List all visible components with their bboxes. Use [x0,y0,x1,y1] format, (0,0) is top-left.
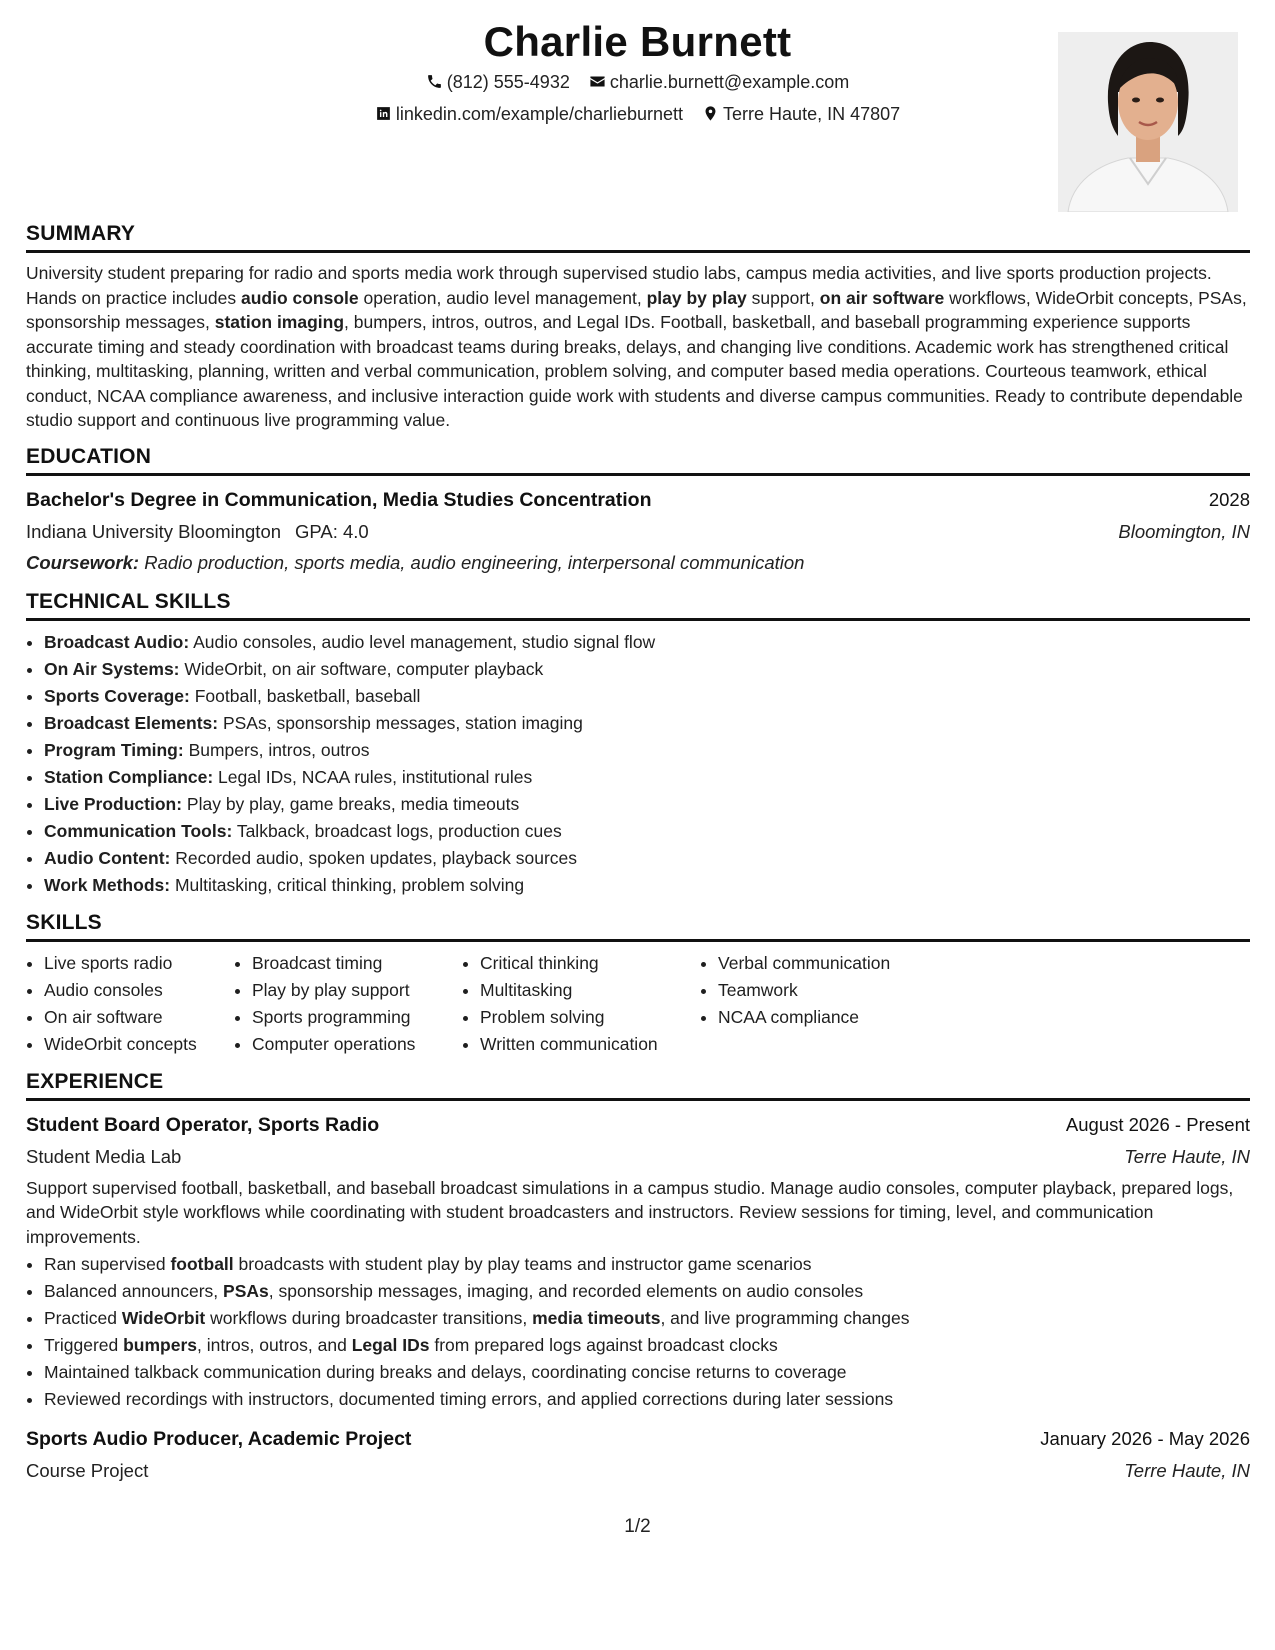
technical-skill-text: Play by play, game breaks, media timeouts [182,793,520,814]
job-bullet [44,1305,1250,1332]
bold-summary-segment: play by play [646,287,747,308]
gpa: GPA: 4.0 [295,520,369,542]
email-text: charlie.burnett@example.com [609,72,850,93]
technical-skill-item [44,656,1250,683]
skill-item: • Computer operations [252,1031,462,1058]
experience-heading: EXPERIENCE [26,1070,1250,1101]
experience-header-row [26,1423,1250,1455]
job-location: Terre Haute, IN [1124,1460,1250,1481]
job-bullet [44,1332,1250,1359]
linkedin-contact[interactable] [375,98,683,130]
technical-skill-item [44,710,1250,737]
bullet-segment: Balanced announcers, [44,1281,224,1301]
skill-item: • Sports programming [252,1004,462,1031]
technical-skill-text: Bumpers, intros, outros [183,739,370,760]
technical-skills-heading: TECHNICAL SKILLS [26,590,1250,621]
skill-item: • Multitasking [480,977,700,1004]
bullet-segment: Ran supervised [44,1254,171,1274]
bold-summary-segment: on air software [819,287,945,308]
bullet-segment: , sponsorship messages, imaging, and recorded elements on audio consoles [268,1281,864,1301]
skill-item: • Live sports radio [44,950,234,977]
technical-skill-text: Football, basketball, baseball [189,685,421,706]
technical-skill-item [44,764,1250,791]
degree-title: Bachelor's Degree in Communication, Media Studies Concentration [26,488,652,511]
job-bullet [44,1359,1250,1386]
skill-item: • Broadcast timing [252,950,462,977]
summary-segment: workflows, WideOrbit concepts, PSAs, sponsorship messages, [26,287,1247,332]
bullet-segment: , and live programming changes [660,1308,910,1328]
summary-heading: SUMMARY [26,222,1250,253]
technical-skill-label: Live Production: [44,793,183,814]
linkedin-icon [375,105,392,122]
coursework-text: Radio production, sports media, audio engineering, interpersonal communication [139,551,805,573]
bold-bullet-segment: Legal IDs [351,1335,430,1355]
education-heading: EDUCATION [26,445,1250,476]
bullet-segment: Reviewed recordings with instructors, documented timing errors, and applied corrections during later sessions [44,1389,894,1409]
technical-skill-item [44,872,1250,899]
technical-skill-text: Recorded audio, spoken updates, playback sources [170,847,578,868]
job-dates: January 2026 - May 2026 [1040,1428,1250,1449]
experience-entry [26,1109,1250,1414]
summary-text [26,261,1250,433]
envelope-icon [589,73,606,90]
skill-item: • Audio consoles [44,977,234,1004]
school-location: Bloomington, IN [1118,520,1250,542]
technical-skill-label: Broadcast Elements: [44,712,219,733]
skills-column [26,950,234,1058]
skills-grid [26,950,1250,1058]
bullet-segment: broadcasts with student play by play teams and instructor game scenarios [233,1254,812,1274]
bold-bullet-segment: media timeouts [532,1308,661,1328]
skills-column [234,950,462,1058]
technical-skill-text: WideOrbit, on air software, computer playback [179,658,544,679]
technical-skill-item [44,845,1250,872]
bold-summary-segment: audio console [240,287,359,308]
skill-item: • Teamwork [718,977,978,1004]
summary-segment: support, [746,287,820,308]
education-row-1 [26,484,1250,516]
school-info [26,516,369,547]
technical-skill-label: Audio Content: [44,847,171,868]
experience-org-row [26,1455,1250,1486]
linkedin-text: linkedin.com/example/charlieburnett [395,104,684,125]
school-name: Indiana University Bloomington [26,520,282,542]
technical-skill-label: Sports Coverage: [44,685,190,706]
summary-segment: University student preparing for radio and sports media work through supervised studio labs, campus media activities, and live sports production projects. Hands on practice includes [26,263,1212,308]
resume-content [26,222,1250,1486]
technical-skill-label: Communication Tools: [44,820,233,841]
page-number: 1/2 [624,1516,651,1537]
technical-skill-item [44,737,1250,764]
technical-skill-text: Multitasking, critical thinking, problem solving [170,874,525,895]
summary-segment: operation, audio level management, [358,287,647,308]
location-text: Terre Haute, IN 47807 [723,104,901,125]
skill-item: • NCAA compliance [718,1004,978,1031]
email-contact[interactable] [589,66,849,98]
profile-photo [1058,32,1238,212]
bullet-segment: Practiced [44,1308,122,1328]
coursework-label: Coursework: [26,551,140,573]
experience-list [26,1109,1250,1487]
graduation-year: 2028 [1208,488,1250,510]
technical-skill-text: PSAs, sponsorship messages, station imaging [218,712,583,733]
skill-item: • On air software [44,1004,234,1031]
map-pin-icon [702,105,719,122]
coursework [26,547,1250,578]
technical-skill-label: Work Methods: [44,874,171,895]
summary-segment: , bumpers, intros, outros, and Legal IDs. Football, basketball, and baseball programming experience supports accurate timing and steady coordination with broadcast teams during breaks, delays, and changing live conditions. Academic work has strengthened critical thinking, multitasking, planning, written and verbal communication, problem solving, and computer based media operations. Courteous teamwork, ethical conduct, NCAA compliance awareness, and inclusive interaction guide work with students and diverse campus communities. Ready to contribute dependable studio support and continuous live programming value. [26,312,1243,430]
skill-item: • Play by play support [252,977,462,1004]
experience-entry [26,1423,1250,1486]
skills-heading: SKILLS [26,911,1250,942]
phone-icon [426,73,443,90]
bullet-segment: Triggered [44,1335,124,1355]
job-location: Terre Haute, IN [1124,1145,1250,1167]
technical-skill-label: Station Compliance: [44,766,214,787]
job-title: Student Board Operator, Sports Radio [26,1113,380,1136]
bold-bullet-segment: PSAs [223,1281,269,1301]
experience-header-row [26,1109,1250,1141]
skill-item: • WideOrbit concepts [44,1031,234,1058]
bold-summary-segment: station imaging [214,312,345,332]
bullet-segment: from prepared logs against broadcast clocks [429,1335,778,1355]
technical-skill-label: Program Timing: [44,739,184,760]
technical-skill-item [44,683,1250,710]
bold-bullet-segment: WideOrbit [121,1308,206,1328]
candidate-name: Charlie Burnett [483,18,792,65]
skill-item: • Verbal communication [718,950,978,977]
technical-skill-text: Audio consoles, audio level management, studio signal flow [189,631,656,652]
job-organization: Course Project [26,1460,149,1481]
education-row-2 [26,516,1250,547]
bullet-segment: Maintained talkback communication during breaks and delays, coordinating concise returns to coverage [44,1362,847,1382]
skill-item: • Problem solving [480,1004,700,1031]
technical-skill-label: Broadcast Audio: [44,631,190,652]
technical-skill-item [44,791,1250,818]
phone-contact[interactable] [426,66,570,98]
job-bullet [44,1251,1250,1278]
technical-skills-list [26,629,1250,899]
job-title: Sports Audio Producer, Academic Project [26,1428,412,1450]
technical-skill-item [44,818,1250,845]
technical-skill-text: Talkback, broadcast logs, production cues [232,820,562,841]
skills-column [462,950,700,1058]
job-bullets [26,1251,1250,1413]
experience-org-row [26,1141,1250,1172]
bold-bullet-segment: football [170,1254,234,1274]
bullet-segment: workflows during broadcaster transitions, [205,1308,533,1328]
technical-skill-item [44,629,1250,656]
technical-skill-text: Legal IDs, NCAA rules, institutional rules [213,766,533,787]
location-contact [702,98,900,130]
job-dates: August 2026 - Present [1065,1113,1250,1135]
job-description: Support supervised football, basketball, and baseball broadcast simulations in a campus studio. Manage audio consoles, computer playback, prepared logs, and WideOrbit style workflows while coordinating with student broadcasters and instructors. Review sessions for timing, level, and communication improvements. [26,1177,1234,1247]
job-bullet [44,1278,1250,1305]
skill-item: • Critical thinking [480,950,700,977]
job-organization: Student Media Lab [26,1145,182,1167]
technical-skill-label: On Air Systems: [44,658,180,679]
bullet-segment: , intros, outros, and [197,1335,352,1355]
job-bullet [44,1386,1250,1413]
skills-column [700,950,978,1058]
skill-item: • Written communication [480,1031,700,1058]
bold-bullet-segment: bumpers [123,1335,198,1355]
phone-text: (812) 555-4932 [446,72,570,93]
